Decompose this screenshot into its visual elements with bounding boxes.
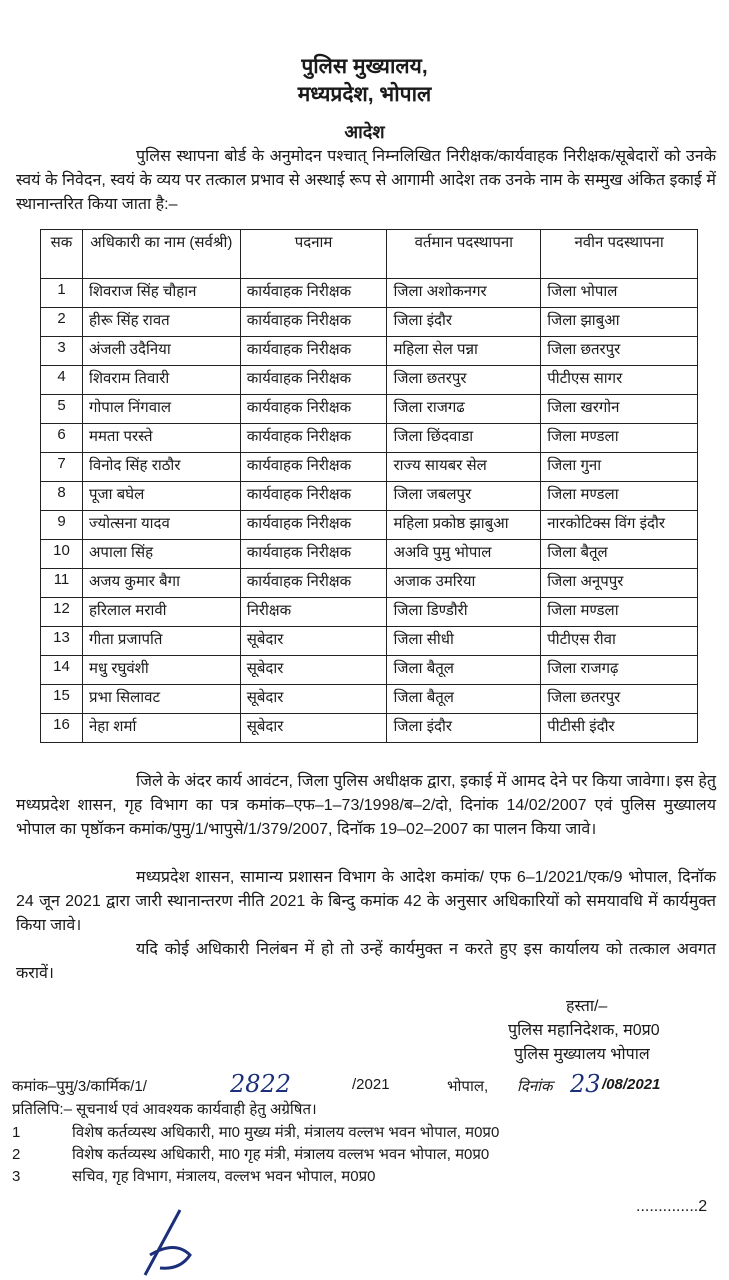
table-header-row xyxy=(41,230,698,279)
officer-name-cell: ममता परस्ते xyxy=(82,424,240,453)
current-posting-cell: जिला इंदौर xyxy=(387,308,541,337)
serial-cell: 3 xyxy=(41,337,83,366)
copy-item: 1 विशेष कर्तव्यस्थ अधिकारी, मा0 मुख्य मंत्री, मंत्रालय वल्लभ भवन भोपाल, म0प्र0 xyxy=(12,1124,500,1141)
new-posting-cell: जिला अनूपपुर xyxy=(541,569,698,598)
ref-date-day: 23 xyxy=(570,1070,601,1098)
order-title: आदेश xyxy=(344,122,385,142)
new-posting-cell: जिला छतरपुर xyxy=(541,685,698,714)
designation-cell: सूबेदार xyxy=(240,685,387,714)
table-row xyxy=(41,598,698,627)
signature-line-1: हस्ता/– xyxy=(566,998,608,1015)
serial-cell: 7 xyxy=(41,453,83,482)
designation-cell: निरीक्षक xyxy=(240,598,387,627)
serial-cell: 5 xyxy=(41,395,83,424)
table-row xyxy=(41,279,698,308)
serial-cell: 13 xyxy=(41,627,83,656)
column-header: वर्तमान पदस्थापना xyxy=(387,230,541,279)
table-row xyxy=(41,685,698,714)
officer-name-cell: विनोद सिंह राठौर xyxy=(82,453,240,482)
table-row xyxy=(41,395,698,424)
designation-cell: कार्यवाहक निरीक्षक xyxy=(240,453,387,482)
new-posting-cell: जिला बैतूल xyxy=(541,540,698,569)
table-row xyxy=(41,366,698,395)
new-posting-cell: जिला मण्डला xyxy=(541,424,698,453)
ref-year: /2021 xyxy=(352,1076,390,1093)
officer-name-cell: गोपाल निंगवाल xyxy=(82,395,240,424)
column-header: सक xyxy=(41,230,83,279)
new-posting-cell: जिला झाबुआ xyxy=(541,308,698,337)
designation-cell: कार्यवाहक निरीक्षक xyxy=(240,337,387,366)
table-row xyxy=(41,482,698,511)
reference-line xyxy=(12,1070,722,1100)
officer-name-cell: नेहा शर्मा xyxy=(82,714,240,743)
serial-cell: 14 xyxy=(41,656,83,685)
serial-cell: 11 xyxy=(41,569,83,598)
current-posting-cell: जिला बैतूल xyxy=(387,685,541,714)
header-line-2: मध्यप्रदेश, भोपाल xyxy=(297,83,432,106)
serial-cell: 12 xyxy=(41,598,83,627)
table-row xyxy=(41,714,698,743)
new-posting-cell: जिला गुना xyxy=(541,453,698,482)
officer-name-cell: शिवराम तिवारी xyxy=(82,366,240,395)
new-posting-cell: पीटीसी इंदौर xyxy=(541,714,698,743)
table-row xyxy=(41,308,698,337)
serial-cell: 4 xyxy=(41,366,83,395)
new-posting-cell: जिला राजगढ़ xyxy=(541,656,698,685)
header-line-1: पुलिस मुख्यालय, xyxy=(301,55,428,78)
table-row xyxy=(41,627,698,656)
serial-cell: 16 xyxy=(41,714,83,743)
officer-name-cell: अजय कुमार बैगा xyxy=(82,569,240,598)
ref-date-rest: /08/2021 xyxy=(602,1076,661,1093)
ref-number: 2822 xyxy=(230,1070,292,1098)
signature-line-3: पुलिस मुख्यालय भोपाल xyxy=(514,1046,650,1063)
officer-name-cell: हीरू सिंह रावत xyxy=(82,308,240,337)
current-posting-cell: जिला डिण्डौरी xyxy=(387,598,541,627)
designation-cell: कार्यवाहक निरीक्षक xyxy=(240,569,387,598)
serial-cell: 10 xyxy=(41,540,83,569)
new-posting-cell: पीटीएस सागर xyxy=(541,366,698,395)
current-posting-cell: जिला बैतूल xyxy=(387,656,541,685)
current-posting-cell: जिला सीधी xyxy=(387,627,541,656)
designation-cell: कार्यवाहक निरीक्षक xyxy=(240,482,387,511)
designation-cell: सूबेदार xyxy=(240,714,387,743)
officer-name-cell: मधु रघुवंशी xyxy=(82,656,240,685)
ref-date-label: दिनांक xyxy=(517,1078,553,1095)
current-posting-cell: राज्य सायबर सेल xyxy=(387,453,541,482)
table-row xyxy=(41,453,698,482)
serial-cell: 2 xyxy=(41,308,83,337)
current-posting-cell: जिला जबलपुर xyxy=(387,482,541,511)
officer-name-cell: ज्योत्सना यादव xyxy=(82,511,240,540)
officer-name-cell: हरिलाल मरावी xyxy=(82,598,240,627)
designation-cell: सूबेदार xyxy=(240,656,387,685)
serial-cell: 6 xyxy=(41,424,83,453)
copy-list xyxy=(12,1122,712,1188)
current-posting-cell: जिला अशोकनगर xyxy=(387,279,541,308)
ref-place: भोपाल, xyxy=(447,1078,489,1095)
table-row xyxy=(41,569,698,598)
table-row xyxy=(41,656,698,685)
current-posting-cell: जिला छिंदवाडा xyxy=(387,424,541,453)
column-header: अधिकारी का नाम (सर्वश्री) xyxy=(82,230,240,279)
designation-cell: कार्यवाहक निरीक्षक xyxy=(240,540,387,569)
current-posting-cell: जिला छतरपुर xyxy=(387,366,541,395)
current-posting-cell: अअवि पुमु भोपाल xyxy=(387,540,541,569)
paragraph-1: जिले के अंदर कार्य आवंटन, जिला पुलिस अधीक्षक द्वारा, इकाई में आमद देने पर किया जावेगा। इस हेतु मध्यप्रदेश शासन, गृह विभाग का पत्र कमांक–एफ–1–73/1998/ब–2/दो, दिनांक 14/02/2007 एवं पुलिस मुख्यालय भोपाल का पृष्ठॉकन कमांक/पुमु/1/भापुसे/1/379/2007, दिनॉक 19–02–2007 का पालन किया जावे। xyxy=(16,773,716,838)
handwritten-initials xyxy=(120,1200,240,1280)
designation-cell: सूबेदार xyxy=(240,627,387,656)
new-posting-cell: पीटीएस रीवा xyxy=(541,627,698,656)
designation-cell: कार्यवाहक निरीक्षक xyxy=(240,424,387,453)
table-row xyxy=(41,511,698,540)
designation-cell: कार्यवाहक निरीक्षक xyxy=(240,279,387,308)
designation-cell: कार्यवाहक निरीक्षक xyxy=(240,395,387,424)
officer-name-cell: अपाला सिंह xyxy=(82,540,240,569)
designation-cell: कार्यवाहक निरीक्षक xyxy=(240,511,387,540)
officer-name-cell: प्रभा सिलावट xyxy=(82,685,240,714)
copy-item: 3 सचिव, गृह विभाग, मंत्रालय, वल्लभ भवन भोपाल, म0प्र0 xyxy=(12,1168,376,1185)
paragraph-3: यदि कोई अधिकारी निलंबन में हो तो उन्हें कार्यमुक्त न करते हुए इस कार्यालय को तत्काल अवगत करावें। xyxy=(16,941,716,982)
designation-cell: कार्यवाहक निरीक्षक xyxy=(240,366,387,395)
officer-name-cell: गीता प्रजापति xyxy=(82,627,240,656)
serial-cell: 8 xyxy=(41,482,83,511)
table-row xyxy=(41,540,698,569)
new-posting-cell: जिला भोपाल xyxy=(541,279,698,308)
intro-paragraph: पुलिस स्थापना बोर्ड के अनुमोदन पश्चात् निम्नलिखित निरीक्षक/कार्यवाहक निरीक्षक/सूबेदारों को उनके स्वयं के निवेदन, स्वयं के व्यय पर तत्काल प्रभाव से अस्थाई रूप से आगामी आदेश तक उनके नाम के सम्मुख अंकित इकाई में स्थानान्तरित किया जाता है:– xyxy=(16,148,716,213)
current-posting-cell: जिला राजगढ xyxy=(387,395,541,424)
officer-name-cell: पूजा बघेल xyxy=(82,482,240,511)
table-row xyxy=(41,424,698,453)
ref-prefix: कमांक–पुमु/3/कार्मिक/1/ xyxy=(12,1078,147,1095)
new-posting-cell: जिला मण्डला xyxy=(541,482,698,511)
column-header: पदनाम xyxy=(240,230,387,279)
page-continuation: ..............2 xyxy=(636,1198,708,1215)
current-posting-cell: जिला इंदौर xyxy=(387,714,541,743)
current-posting-cell: महिला सेल पन्ना xyxy=(387,337,541,366)
new-posting-cell: जिला खरगोन xyxy=(541,395,698,424)
officer-name-cell: अंजली उदैनिया xyxy=(82,337,240,366)
new-posting-cell: जिला मण्डला xyxy=(541,598,698,627)
transfer-table xyxy=(40,229,698,743)
signature-line-2: पुलिस महानिदेशक, म0प्र0 xyxy=(508,1022,660,1039)
column-header: नवीन पदस्थापना xyxy=(541,230,698,279)
copy-intro: प्रतिलिपि:– सूचनार्थ एवं आवश्यक कार्यवाही हेतु अग्रेषित। xyxy=(12,1101,317,1118)
current-posting-cell: अजाक उमरिया xyxy=(387,569,541,598)
officer-name-cell: शिवराज सिंह चौहान xyxy=(82,279,240,308)
serial-cell: 9 xyxy=(41,511,83,540)
serial-cell: 15 xyxy=(41,685,83,714)
designation-cell: कार्यवाहक निरीक्षक xyxy=(240,308,387,337)
new-posting-cell: नारकोटिक्स विंग इंदौर xyxy=(541,511,698,540)
table-row xyxy=(41,337,698,366)
current-posting-cell: महिला प्रकोष्ठ झाबुआ xyxy=(387,511,541,540)
paragraph-2: मध्यप्रदेश शासन, सामान्य प्रशासन विभाग के आदेश कमांक/ एफ 6–1/2021/एक/9 भोपाल, दिनॉक 24 जून 2021 द्वारा जारी स्थानान्तरण नीति 2021 के बिन्दु कमांक 42 के अनुसार अधिकारियों को समयावधि में कार्यमुक्त किया जावे। xyxy=(16,869,716,934)
copy-item: 2 विशेष कर्तव्यस्थ अधिकारी, मा0 गृह मंत्री, मंत्रालय वल्लभ भवन भोपाल, म0प्र0 xyxy=(12,1146,490,1163)
new-posting-cell: जिला छतरपुर xyxy=(541,337,698,366)
serial-cell: 1 xyxy=(41,279,83,308)
